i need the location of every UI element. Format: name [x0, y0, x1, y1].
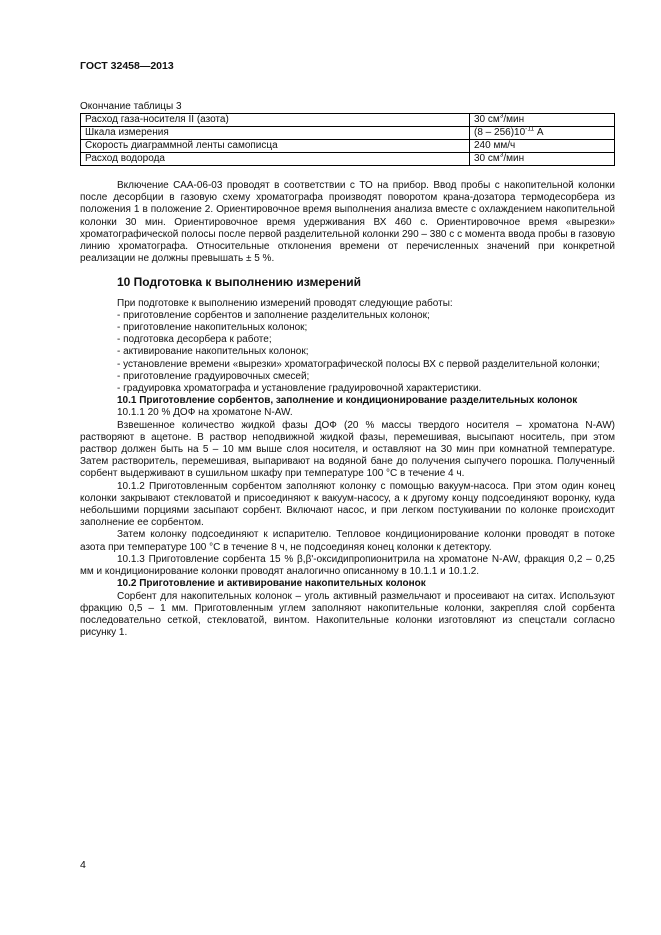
document-body — [80, 180, 615, 639]
paragraph: Взвешенное количество жидкой фазы ДОФ (20 % массы твердого носителя – хроматона N-AW) растворяют в ацетоне. В раствор неподвижной жидкой фазы, перемешивая, высыпают носитель, при этом раствор должен быть на 5 – 10 мм выше слоя носителя, и оставляют на 30 мин при комнатной температуре. Затем растворитель, перемешивая, выпаривают на водяной бане до получения сыпучего порошка. Полученный сорбент выдерживают в сушильном шкафу при температуре 100 °С в течение 4 ч. — [80, 419, 615, 480]
parameter-cell: Шкала измерения — [81, 127, 470, 140]
table-caption: Окончание таблицы 3 — [80, 101, 182, 112]
subsection-heading: 10.1 Приготовление сорбентов, заполнение и кондиционирование разделительных колонок — [117, 395, 578, 407]
paragraph: 10.1.2 Приготовленным сорбентом заполняют колонку с помощью вакуум-насоса. При этом один конец колонки закрывают стекловатой и присоединяют к вакуум-насосу, а к другому концу подсоединяют воронку, куда небольшими порциями засыпают сорбент. Включают насос, и при легком постукивании по колонке происходит заполнение ее сорбентом. — [80, 480, 615, 529]
section-heading: 10 Подготовка к выполнению измерений — [117, 275, 362, 290]
value-unit: А — [534, 127, 544, 138]
value-superscript: 3 — [499, 151, 504, 159]
value-text: 240 мм/ч — [474, 140, 516, 151]
paragraph: - приготовление сорбентов и заполнение разделительных колонок; — [117, 309, 430, 321]
paragraph: - приготовление накопительных колонок; — [117, 322, 308, 334]
value-cell — [470, 140, 615, 153]
subsection-heading: 10.2 Приготовление и активирование накопительных колонок — [117, 578, 426, 590]
parameter-cell: Расход водорода — [81, 153, 470, 166]
value-superscript: -11 — [525, 125, 535, 133]
paragraph: 10.1.1 20 % ДОФ на хроматоне N-AW. — [117, 407, 293, 419]
page-number: 4 — [80, 859, 86, 871]
value-text: (8 – 256)10 — [474, 127, 526, 138]
value-cell — [470, 153, 615, 166]
table-row — [81, 140, 615, 153]
paragraph: - установление времени «вырезки» хроматографической полосы ВХ с первой разделительной колонки; — [117, 358, 600, 370]
value-cell — [470, 114, 615, 127]
value-text: 30 см — [474, 114, 500, 125]
table-row — [81, 114, 615, 127]
paragraph: 10.1.3 Приготовление сорбента 15 % β,β'-оксидипропионитрила на хроматоне N-AW, фракция 0,2 – 0,25 мм и кондиционирование колонки проводят аналогично описанному в 10.1.1 и 10.1.2. — [80, 553, 615, 578]
paragraph: - градуировка хроматографа и установление градуировочной характеристики. — [117, 383, 482, 395]
paragraph: - приготовление градуировочных смесей; — [117, 370, 310, 382]
paragraph: - активирование накопительных колонок; — [117, 346, 309, 358]
value-cell — [470, 127, 615, 140]
document-header: ГОСТ 32458—2013 — [80, 60, 174, 72]
parameters-table — [80, 113, 615, 166]
paragraph: Затем колонку подсоединяют к испарителю. Тепловое кондиционирование колонки проводят в потоке азота при температуре 100 °С в течение 8 ч, не подсоединяя конец колонки к детектору. — [80, 529, 615, 553]
paragraph: При подготовке к выполнению измерений проводят следующие работы: — [117, 297, 453, 309]
parameter-cell: Скорость диаграммной ленты самописца — [81, 140, 470, 153]
value-superscript: 3 — [499, 112, 504, 120]
table-row — [81, 127, 615, 140]
paragraph: Включение САА-06-03 проводят в соответствии с ТО на прибор. Ввод пробы с накопительной колонки после десорбции в газовую схему хроматографа производят поворотом крана-дозатора термодесорбера из положения 1 в положение 2. Ориентировочное время выполнения анализа вместе с охлаждением накопительной колонки 30 мин. Ориентировочное время удерживания ВХ 460 с. Ориентировочное время «вырезки» хроматографической полосы после первой разделительной колонки 290 – 380 с с момента ввода пробы в газовую линию хроматографа. Относительные отклонения времени от перечисленных значений при конкретной реализации не должны превышать ± 5 %. — [80, 180, 615, 265]
value-text: 30 см — [474, 153, 500, 164]
table-row — [81, 153, 615, 166]
paragraph: Сорбент для накопительных колонок – уголь активный размельчают и просеивают на ситах. Используют фракцию 0,5 – 1 мм. Приготовленным углем заполняют накопительные колонки, закрепляя слой сорбента последовательно сеткой, стекловатой, винтом. Накопительные колонки изготовляют из спецстали согласно рисунку 1. — [80, 590, 615, 639]
value-unit: /мин — [503, 114, 525, 125]
paragraph: - подготовка десорбера к работе; — [117, 334, 272, 346]
parameter-cell: Расход газа-носителя II (азота) — [81, 114, 470, 127]
value-unit: /мин — [503, 153, 525, 164]
